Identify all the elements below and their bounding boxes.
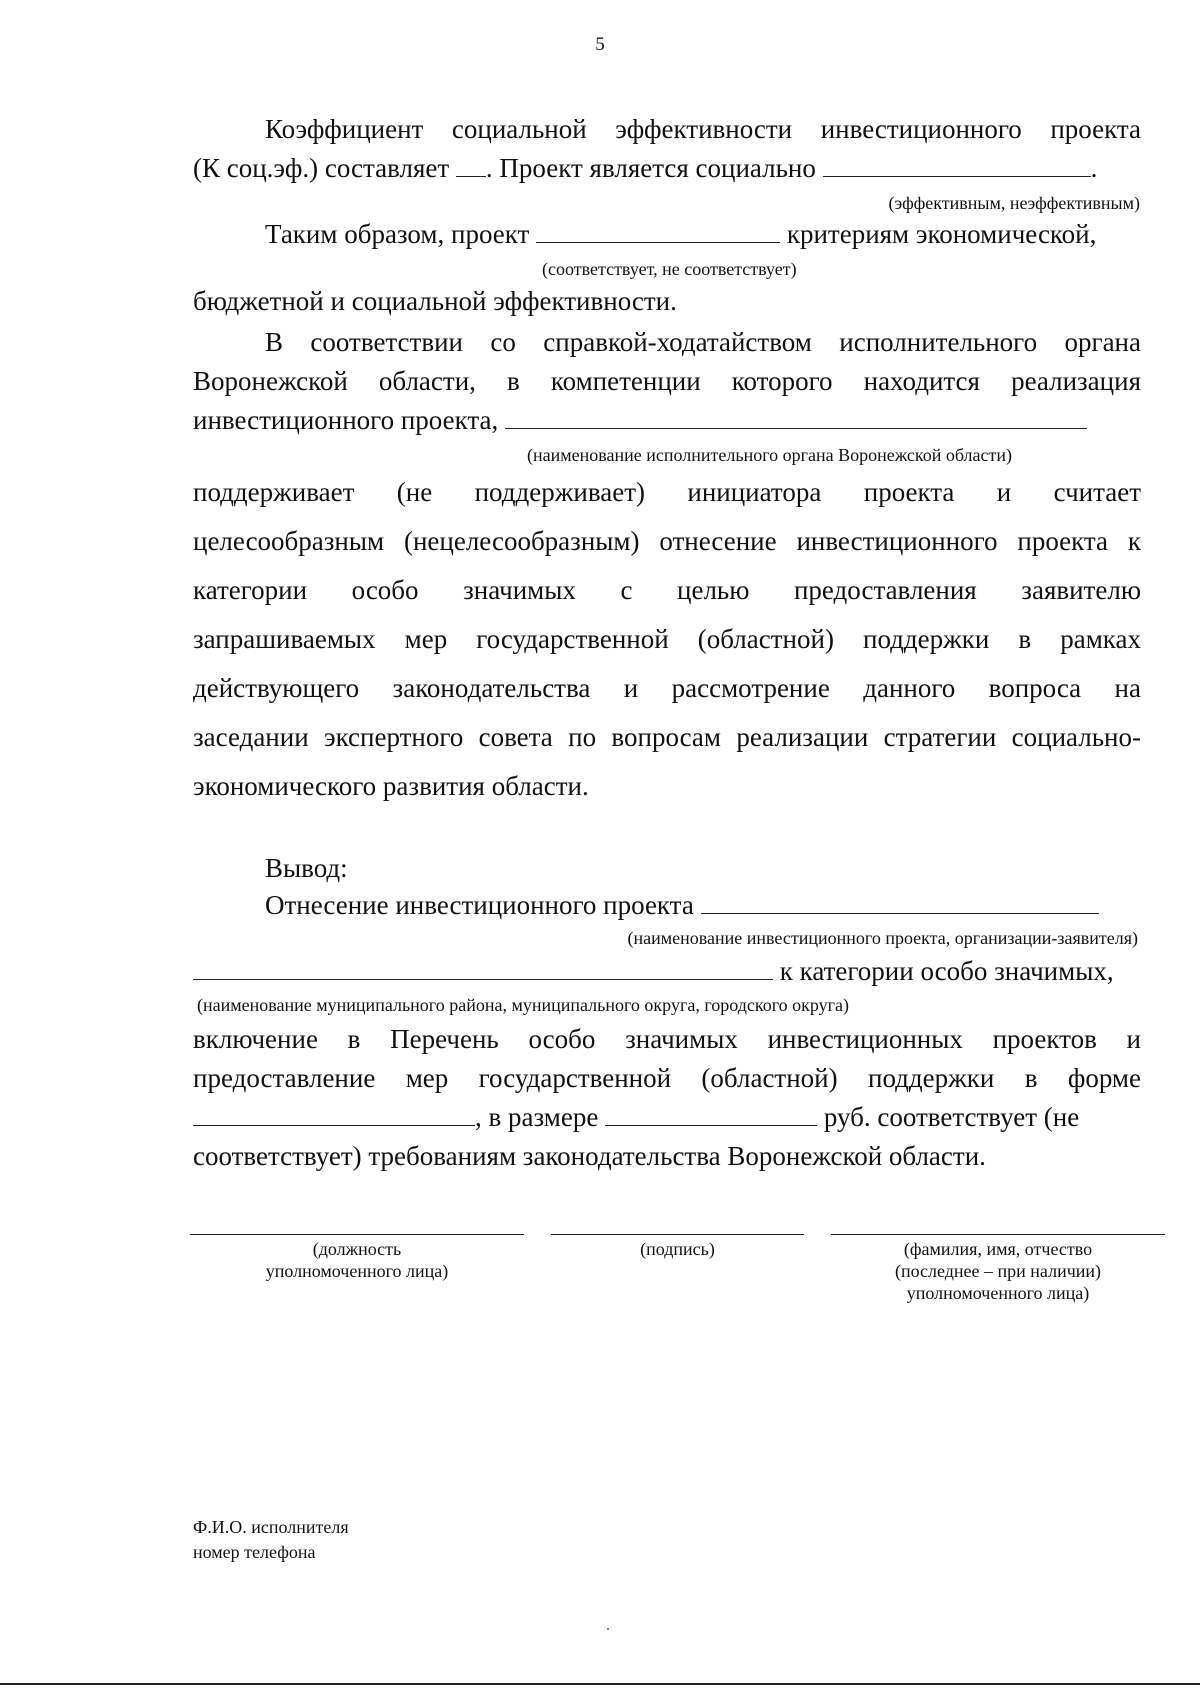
signature-line[interactable] [551, 1234, 804, 1235]
compliance-hint: (соответствует, не соответствует) [542, 259, 797, 279]
support-line-1: В соответствии со справкой-ходатайством исполнительного органа [265, 327, 1141, 357]
criteria-compliance-field[interactable] [536, 220, 780, 243]
support-body-line: экономического развития области. [193, 771, 589, 801]
phone-label: номер телефона [193, 1542, 316, 1562]
executor-label: Ф.И.О. исполнителя [193, 1517, 349, 1537]
coefficient-line-2: (К соц.эф.) составляет . Проект является социально . [193, 153, 1098, 183]
coefficient-value-field[interactable] [456, 154, 486, 177]
conclusion-heading: Вывод: [265, 853, 348, 883]
support-body-line: целесообразным (нецелесообразным) отнесение инвестиционного проекта к [193, 526, 1141, 556]
coefficient-line-1: Коэффициент социальной эффективности инвестиционного проекта [265, 114, 1141, 144]
coefficient-paragraph [193, 110, 1141, 188]
executive-body-field[interactable] [505, 406, 1087, 429]
project-name-hint: (наименование инвестиционного проекта, организации-заявителя) [627, 928, 1138, 948]
conclusion-line-5: , в размере руб. соответствует (не [193, 1098, 1141, 1137]
conclusion-criteria-line: Таким образом, проект критериям экономической, [265, 219, 1097, 249]
page-bottom-rule [0, 1683, 1200, 1685]
support-body-line: действующего законодательства и рассмотрение данного вопроса на [193, 673, 1141, 703]
support-intro-paragraph [193, 323, 1141, 440]
conclusion-line-3: включение в Перечень особо значимых инвестиционных проектов и [193, 1024, 1141, 1054]
support-body-line: заседании экспертного совета по вопросам реализации стратегии социально- [193, 722, 1141, 752]
name-signature-line[interactable] [831, 1234, 1165, 1235]
municipality-hint: (наименование муниципального района, муниципального округа, городского округа) [197, 995, 850, 1015]
conclusion-line-6: соответствует) требованиям законодательства Воронежской области. [193, 1141, 986, 1171]
project-name-field[interactable] [701, 891, 1099, 914]
support-body-paragraph [193, 468, 1141, 811]
page-number: 5 [595, 34, 605, 55]
name-caption: (фамилия, имя, отчество (последнее – при наличии) уполномоченного лица) [894, 1239, 1102, 1303]
effectiveness-hint: (эффективным, неэффективным) [888, 193, 1140, 213]
municipality-field[interactable] [193, 957, 773, 980]
social-effectiveness-field[interactable] [823, 154, 1091, 177]
conclusion-paragraph [193, 1020, 1141, 1176]
support-body-line: поддерживает (не поддерживает) инициатора проекта и считает [193, 477, 1141, 507]
support-line-2: Воронежской области, в компетенции которого находится реализация [193, 366, 1141, 396]
support-body-line: запрашиваемых мер государственной (областной) поддержки в рамках [193, 624, 1141, 654]
effectiveness-end-line: бюджетной и социальной эффективности. [193, 286, 677, 316]
executive-body-hint: (наименование исполнительного органа Воронежской области) [527, 445, 1012, 465]
conclusion-line-4: предоставление мер государственной (областной) поддержки в форме [193, 1063, 1141, 1093]
conclusion-line-2: к категории особо значимых, [193, 952, 1141, 991]
support-body-line: категории особо значимых с целью предоставления заявителю [193, 575, 1141, 605]
position-caption: (должность уполномоченного лица) [265, 1239, 449, 1281]
scan-artifact [607, 1628, 609, 1630]
support-form-field[interactable] [193, 1103, 475, 1126]
position-signature-line[interactable] [190, 1234, 524, 1235]
signature-caption: (подпись) [640, 1239, 715, 1259]
support-amount-field[interactable] [605, 1103, 817, 1126]
conclusion-line-1: Отнесение инвестиционного проекта [193, 886, 1141, 925]
support-line-3: инвестиционного проекта, [193, 401, 1141, 440]
